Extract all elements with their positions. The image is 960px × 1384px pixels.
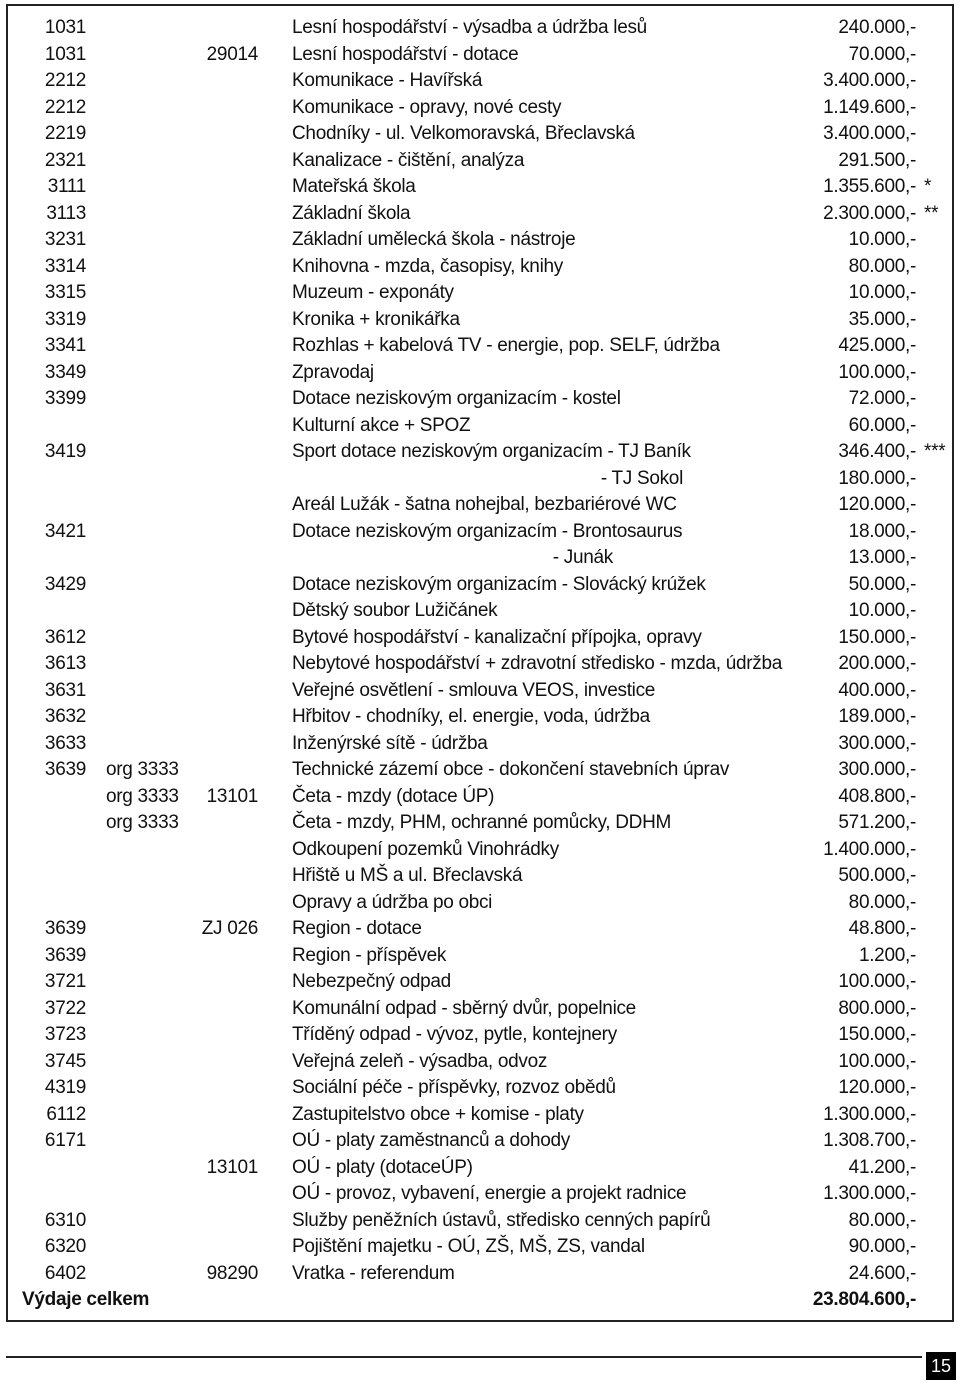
item-amount: 291.500,-: [838, 149, 916, 171]
item-description: - TJ Sokol: [600, 467, 683, 489]
table-row: [8, 890, 956, 917]
table-row: [8, 519, 956, 546]
item-amount: 150.000,-: [838, 626, 916, 648]
table-row: [8, 1128, 956, 1155]
table-row: [8, 651, 956, 678]
item-amount: 500.000,-: [838, 865, 916, 886]
total-amount: 23.804.600,-: [812, 1289, 916, 1310]
org-code: org 3333: [106, 812, 179, 833]
paragraph-code: 3399: [44, 388, 86, 409]
item-description: Základní škola: [292, 202, 411, 224]
item-description: Bytové hospodářství - kanalizační přípojka, opravy: [292, 626, 702, 648]
item-description: Komunikace - opravy, nové cesty: [292, 96, 562, 118]
item-description: Pojištění majetku - OÚ, ZŠ, MŠ, ZS, vandal: [292, 1236, 645, 1257]
item-description: Kanalizace - čištění, analýza: [292, 149, 525, 171]
table-row: [8, 863, 956, 890]
paragraph-code: 6112: [46, 1103, 86, 1125]
expenditure-table-frame: [6, 4, 954, 1322]
item-description: Lesní hospodářství - dotace: [292, 43, 519, 65]
item-amount: 10.000,-: [848, 282, 916, 303]
expenditure-table: [8, 15, 956, 1314]
item-description: Dotace neziskovým organizacím - kostel: [292, 388, 621, 409]
paragraph-code: 2219: [44, 123, 86, 144]
table-row: [8, 731, 956, 758]
item-description: Inženýrské sítě - údržba: [292, 732, 488, 754]
item-amount: 100.000,-: [838, 1050, 916, 1072]
item-description: Opravy a údržba po obci: [292, 891, 493, 913]
item-amount: 1.308.700,-: [823, 1130, 916, 1151]
paragraph-code: 3349: [44, 361, 86, 383]
item-amount: 408.800,-: [838, 785, 916, 807]
table-row: [8, 68, 956, 95]
table-row: [8, 174, 956, 201]
item-description: Areál Lužák - šatna nohejbal, bezbariérové WC: [292, 494, 677, 515]
footnote-mark: ***: [924, 441, 946, 462]
item-description: Četa - mzdy (dotace ÚP): [292, 785, 495, 807]
table-row: [8, 1049, 956, 1076]
table-row: [8, 42, 956, 69]
table-row: [8, 598, 956, 625]
item-description: Region - dotace: [292, 918, 422, 939]
item-amount: 10.000,-: [848, 600, 916, 621]
org-code: org 3333: [106, 785, 179, 807]
paragraph-code: 3111: [47, 176, 86, 197]
table-row: [8, 1075, 956, 1102]
item-description: Hřiště u MŠ a ul. Břeclavská: [292, 865, 523, 886]
item-description: OÚ - platy zaměstnanců a dohody: [292, 1130, 570, 1151]
item-code: 98290: [206, 1262, 258, 1284]
table-row: [8, 678, 956, 705]
item-amount: 35.000,-: [848, 308, 916, 330]
paragraph-code: 3421: [44, 520, 86, 542]
paragraph-code: 4319: [44, 1077, 86, 1098]
item-description: Dotace neziskovým organizacím - Brontosaurus: [292, 520, 683, 542]
paragraph-code: 3419: [44, 441, 86, 462]
paragraph-code: 3231: [44, 229, 86, 250]
item-description: Kronika + kronikářka: [292, 308, 460, 330]
paragraph-code: 3314: [44, 255, 86, 277]
item-amount: 3.400.000,-: [823, 70, 916, 91]
item-amount: 150.000,-: [838, 1024, 916, 1045]
item-amount: 400.000,-: [838, 679, 916, 701]
table-row: [8, 704, 956, 731]
table-row: [8, 307, 956, 334]
table-row: [8, 757, 956, 784]
paragraph-code: 6320: [44, 1236, 86, 1257]
item-amount: 189.000,-: [838, 706, 916, 727]
table-row: [8, 996, 956, 1023]
item-amount: 571.200,-: [838, 812, 916, 833]
item-amount: 1.400.000,-: [823, 838, 916, 860]
item-description: Nebytové hospodářství + zdravotní středisko - mzda, údržba: [292, 653, 783, 674]
page-number: 15: [926, 1352, 956, 1380]
item-description: Knihovna - mzda, časopisy, knihy: [292, 255, 563, 277]
paragraph-code: 3639: [44, 944, 86, 966]
item-description: Hřbitov - chodníky, el. energie, voda, údržba: [292, 706, 650, 727]
table-row: [8, 943, 956, 970]
item-amount: 80.000,-: [848, 255, 916, 277]
item-amount: 70.000,-: [848, 43, 916, 65]
item-description: Komunální odpad - sběrný dvůr, popelnice: [292, 997, 636, 1019]
paragraph-code: 3319: [44, 308, 86, 330]
table-row: [8, 810, 956, 837]
table-row: [8, 201, 956, 228]
table-row: [8, 333, 956, 360]
table-row: [8, 95, 956, 122]
item-description: Sport dotace neziskovým organizacím - TJ Baník: [292, 441, 691, 462]
footnote-mark: *: [924, 176, 932, 197]
table-row: [8, 254, 956, 281]
item-amount: 1.300.000,-: [823, 1103, 916, 1125]
item-amount: 1.300.000,-: [823, 1183, 916, 1204]
item-code: 13101: [206, 785, 258, 807]
table-row: [8, 1102, 956, 1129]
paragraph-code: 3613: [44, 653, 86, 674]
item-description: Veřejná zeleň - výsadba, odvoz: [292, 1050, 548, 1072]
paragraph-code: 3341: [44, 335, 86, 356]
item-code: 29014: [206, 43, 258, 65]
item-amount: 200.000,-: [838, 653, 916, 674]
item-description: - Junák: [552, 547, 613, 568]
item-description: Komunikace - Havířská: [292, 70, 483, 91]
paragraph-code: 3722: [44, 997, 86, 1019]
item-description: Zpravodaj: [292, 361, 374, 383]
item-amount: 1.355.600,-: [823, 176, 916, 197]
total-label: Výdaje celkem: [22, 1289, 150, 1310]
item-description: Služby peněžních ústavů, středisko cenných papírů: [292, 1209, 711, 1231]
paragraph-code: 3113: [46, 202, 86, 224]
item-amount: 240.000,-: [838, 17, 916, 38]
table-row: [8, 492, 956, 519]
item-amount: 800.000,-: [838, 997, 916, 1019]
item-description: Chodníky - ul. Velkomoravská, Břeclavská: [292, 123, 635, 144]
item-description: Nebezpečný odpad: [292, 971, 451, 992]
item-description: Dotace neziskovým organizacím - Slovácký krúžek: [292, 573, 706, 595]
item-amount: 300.000,-: [838, 759, 916, 780]
item-description: Mateřská škola: [292, 176, 416, 197]
table-row: [8, 916, 956, 943]
paragraph-code: 1031: [44, 17, 86, 38]
paragraph-code: 6310: [44, 1209, 86, 1231]
table-row: [8, 572, 956, 599]
item-description: Muzeum - exponáty: [292, 282, 454, 303]
item-amount: 1.149.600,-: [823, 96, 916, 118]
total-row: [8, 1287, 956, 1314]
item-amount: 48.800,-: [848, 918, 916, 939]
table-row: [8, 148, 956, 175]
table-row: [8, 545, 956, 572]
table-row: [8, 1181, 956, 1208]
item-description: Region - příspěvek: [292, 944, 447, 966]
footnote-mark: **: [924, 202, 939, 224]
item-amount: 18.000,-: [848, 520, 916, 542]
item-amount: 425.000,-: [838, 335, 916, 356]
paragraph-code: 3723: [44, 1024, 86, 1045]
paragraph-code: 3745: [44, 1050, 86, 1072]
item-amount: 10.000,-: [848, 229, 916, 250]
item-description: Technické zázemí obce - dokončení stavebních úprav: [292, 759, 730, 780]
item-amount: 3.400.000,-: [823, 123, 916, 144]
item-description: Veřejné osvětlení - smlouva VEOS, investice: [292, 679, 656, 701]
item-description: OÚ - platy (dotaceÚP): [292, 1156, 473, 1178]
table-row: [8, 439, 956, 466]
item-amount: 1.200,-: [858, 944, 916, 966]
table-row: [8, 1208, 956, 1235]
table-row: [8, 969, 956, 996]
item-amount: 80.000,-: [848, 1209, 916, 1231]
table-row: [8, 837, 956, 864]
paragraph-code: 2321: [44, 149, 86, 171]
table-row: [8, 466, 956, 493]
paragraph-code: 3612: [44, 626, 86, 648]
item-description: OÚ - provoz, vybavení, energie a projekt radnice: [292, 1183, 687, 1204]
table-row: [8, 1155, 956, 1182]
paragraph-code: 2212: [44, 96, 86, 118]
item-amount: 120.000,-: [838, 494, 916, 515]
item-amount: 13.000,-: [848, 547, 916, 568]
table-row: [8, 386, 956, 413]
paragraph-code: 3631: [44, 679, 86, 701]
item-description: Kulturní akce + SPOZ: [292, 414, 471, 436]
paragraph-code: 3633: [44, 732, 86, 754]
paragraph-code: 3721: [44, 971, 86, 992]
org-code: org 3333: [106, 759, 179, 780]
table-row: [8, 1022, 956, 1049]
paragraph-code: 3429: [44, 573, 86, 595]
item-description: Vratka - referendum: [292, 1262, 455, 1284]
paragraph-code: 3632: [44, 706, 86, 727]
item-amount: 72.000,-: [848, 388, 916, 409]
item-description: Dětský soubor Lužičánek: [292, 600, 498, 621]
item-amount: 90.000,-: [848, 1236, 916, 1257]
paragraph-code: 3639: [44, 759, 86, 780]
table-row: [8, 413, 956, 440]
table-row: [8, 625, 956, 652]
paragraph-code: 2212: [44, 70, 86, 91]
item-description: Lesní hospodářství - výsadba a údržba lesů: [292, 17, 647, 38]
item-description: Četa - mzdy, PHM, ochranné pomůcky, DDHM: [292, 812, 672, 833]
item-code: 13101: [206, 1156, 258, 1178]
table-row: [8, 15, 956, 42]
item-description: Rozhlas + kabelová TV - energie, pop. SELF, údržba: [292, 335, 720, 356]
paragraph-code: 6402: [44, 1262, 86, 1284]
table-row: [8, 360, 956, 387]
item-amount: 120.000,-: [838, 1077, 916, 1098]
item-amount: 41.200,-: [848, 1156, 916, 1178]
item-description: Tříděný odpad - vývoz, pytle, kontejnery: [292, 1024, 617, 1045]
table-row: [8, 121, 956, 148]
item-amount: 60.000,-: [848, 414, 916, 436]
table-row: [8, 784, 956, 811]
item-amount: 24.600,-: [848, 1262, 916, 1284]
table-row: [8, 227, 956, 254]
item-description: Základní umělecká škola - nástroje: [292, 229, 576, 250]
item-amount: 50.000,-: [848, 573, 916, 595]
paragraph-code: 6171: [44, 1130, 86, 1151]
item-amount: 180.000,-: [838, 467, 916, 489]
paragraph-code: 3639: [44, 918, 86, 939]
item-description: Zastupitelstvo obce + komise - platy: [292, 1103, 584, 1125]
item-amount: 2.300.000,-: [823, 202, 916, 224]
paragraph-code: 1031: [44, 43, 86, 65]
table-row: [8, 1261, 956, 1288]
item-amount: 300.000,-: [838, 732, 916, 754]
item-amount: 346.400,-: [838, 441, 916, 462]
table-row: [8, 280, 956, 307]
item-amount: 100.000,-: [838, 361, 916, 383]
item-description: Sociální péče - příspěvky, rozvoz obědů: [292, 1077, 616, 1098]
item-amount: 100.000,-: [838, 971, 916, 992]
item-code: ZJ 026: [201, 918, 258, 939]
item-description: Odkoupení pozemků Vinohrádky: [292, 838, 559, 860]
table-row: [8, 1234, 956, 1261]
item-amount: 80.000,-: [848, 891, 916, 913]
paragraph-code: 3315: [44, 282, 86, 303]
footer-rule: [6, 1356, 922, 1358]
